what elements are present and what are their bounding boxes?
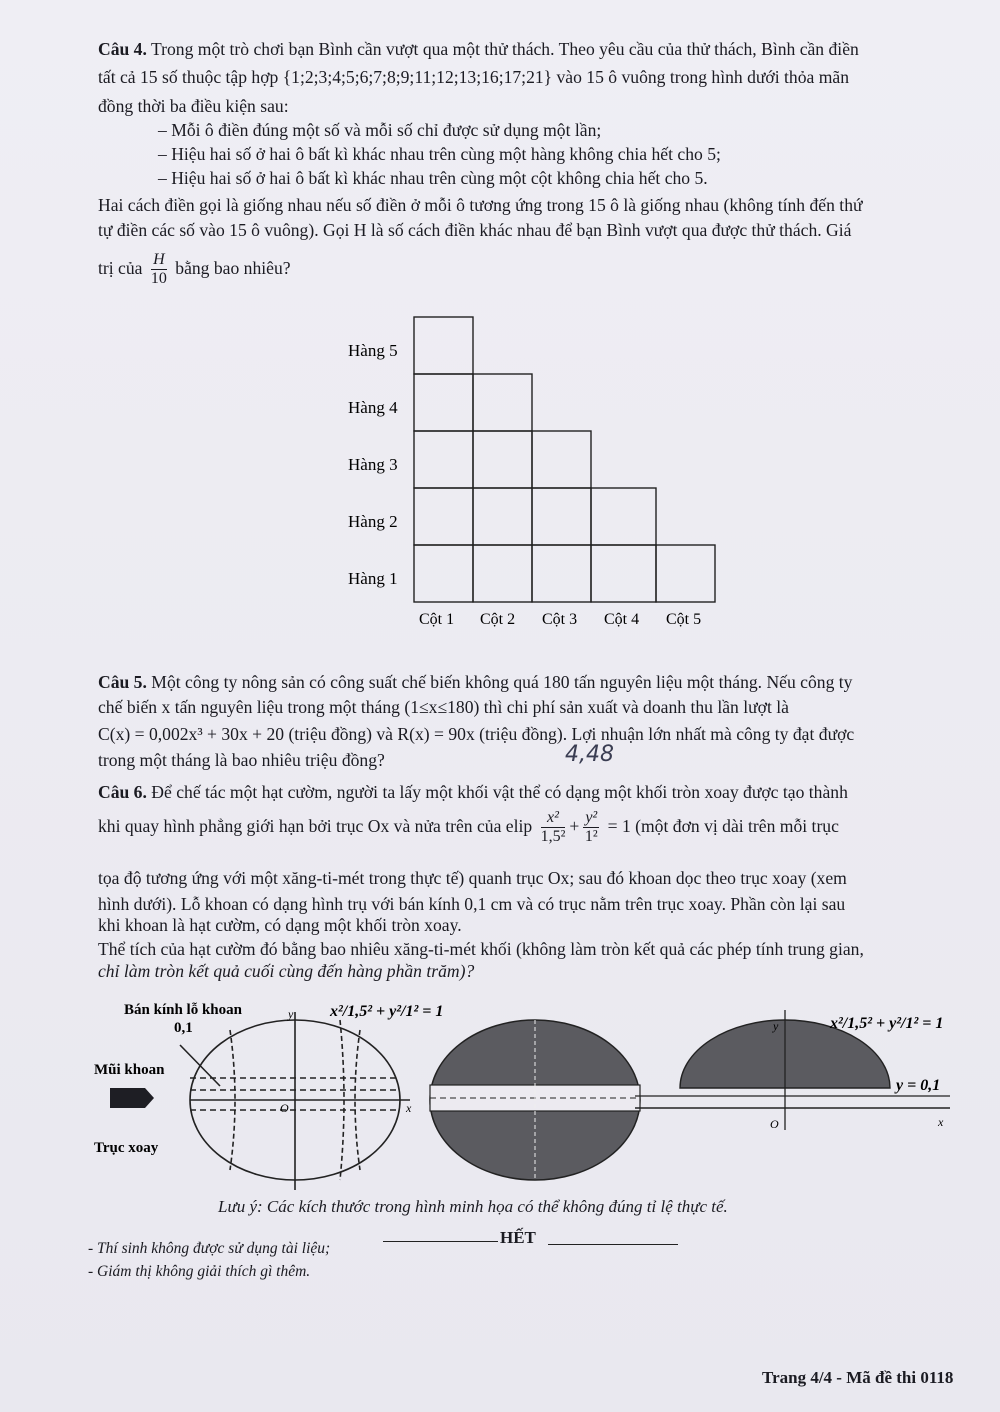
q5-line-2: chế biến x tấn nguyên liệu trong một tháng (1≤x≤180) thì chi phí sản xuất và doanh thu lần lượt là [98, 697, 789, 717]
q6-line-7: chỉ làm tròn kết quả cuối cùng đến hàng phần trăm)? [98, 961, 475, 981]
fraction-h-over-10: $\frac{H}{10}$ [150, 251, 167, 288]
handwritten-answer: 4,48 [565, 742, 614, 767]
line-equation: y = 0,1 [896, 1077, 941, 1094]
bead-figure [90, 990, 970, 1205]
q5-line-1: Câu 5. Một công ty nông sản có công suất chế biến không quá 180 tấn nguyên liệu một tháng. Nếu công ty [98, 672, 853, 692]
drill-bit-icon [110, 1088, 154, 1108]
page-footer: Trang 4/4 - Mã đề thi 0118 [762, 1368, 954, 1387]
row-label-4: Hàng 4 [348, 398, 398, 417]
q4-line-5: tự điền các số vào 15 ô vuông). Gọi H là số cách điền khác nhau để bạn Bình vượt qua được thử thách. Giá [98, 220, 852, 240]
row-label-5: Hàng 5 [348, 341, 398, 360]
q6-line-2: khi quay hình phẳng giới hạn bởi trục Ox và nửa trên của elip $\frac{\text{x²}}{\text{1,5²}}$ + $\frac{\text{y²}}{\text{1²}}$ = 1 (một đơn vị dài trên mỗi trục [98, 809, 839, 846]
end-rule-right [548, 1244, 678, 1245]
right-axis-x: x [938, 1115, 944, 1129]
label-drill-radius: Bán kính lỗ khoan [124, 1002, 242, 1018]
figure-note: Lưu ý: Các kích thước trong hình minh họa có thể không đúng tỉ lệ thực tế. [218, 1197, 728, 1216]
q4-line-2: tất cả 15 số thuộc tập hợp {1;2;3;4;5;6;7;8;9;11;12;13;16;17;21} vào 15 ô vuông trong hình dưới thỏa mãn [98, 67, 849, 87]
q4-line-3: đồng thời ba điều kiện sau: [98, 96, 289, 116]
q4-condition-1: – Mỗi ô điền đúng một số và mỗi số chỉ được sử dụng một lần; [158, 120, 602, 140]
q6-line-6: Thể tích của hạt cườm đó bằng bao nhiêu xăng-ti-mét khối (không làm tròn kết quả các phép tính trung gian, [98, 939, 864, 959]
ellipse-y-term: $\frac{\text{y²}}{\text{1²}}$ [584, 809, 598, 846]
q5-line-3: C(x) = 0,002x³ + 30x + 20 (triệu đồng) và R(x) = 90x (triệu đồng). Lợi nhuận lớn nhất mà công ty đạt được [98, 724, 855, 744]
label-drill-bit: Mũi khoan [94, 1062, 165, 1078]
q6-line-1: Câu 6. Để chế tác một hạt cườm, người ta lấy một khối vật thể có dạng một khối tròn xoay được tạo thành [98, 782, 848, 802]
label-rotation-axis: Trục xoay [94, 1140, 159, 1156]
left-axis-o: O [280, 1101, 289, 1115]
right-axis-y: y [773, 1019, 779, 1033]
left-axis-x: x [406, 1101, 412, 1115]
footnote-2: - Giám thị không giải thích gì thêm. [88, 1263, 311, 1280]
col-label-1: Cột 1 [419, 611, 455, 628]
end-rule-left [383, 1241, 498, 1242]
left-axis-y: y [288, 1007, 294, 1021]
row-label-1: Hàng 1 [348, 569, 398, 588]
q4-line-4: Hai cách điền gọi là giống nhau nếu số điền ở mỗi ô tương ứng trong 15 ô là giống nhau (không tính đến thứ [98, 195, 863, 215]
q6-line-5: khi khoan là hạt cườm, có dạng một khối tròn xoay. [98, 915, 462, 935]
left-ellipse-equation: x²/1,5² + y²/1² = 1 [330, 1003, 444, 1020]
row-label-3: Hàng 3 [348, 455, 398, 474]
col-label-2: Cột 2 [480, 611, 516, 628]
q5-line-4: trong một tháng là bao nhiêu triệu đồng? [98, 750, 385, 770]
q6-line-3: tọa độ tương ứng với một xăng-ti-mét trong thực tế) quanh trục Ox; sau đó khoan dọc theo trục xoay (xem [98, 868, 847, 888]
q4-line-6: trị của $\frac{H}{10}$ bằng bao nhiêu? [98, 251, 291, 288]
col-label-5: Cột 5 [666, 611, 702, 628]
col-label-3: Cột 3 [542, 611, 578, 628]
q4-condition-3: – Hiệu hai số ở hai ô bất kì khác nhau trên cùng một cột không chia hết cho 5. [158, 168, 708, 188]
footnote-1: - Thí sinh không được sử dụng tài liệu; [88, 1240, 331, 1257]
right-ellipse-equation: x²/1,5² + y²/1² = 1 [830, 1015, 944, 1032]
end-marker: HẾT [500, 1228, 536, 1247]
q4-line-1: Câu 4. Trong một trò chơi bạn Bình cần vượt qua một thử thách. Theo yêu cầu của thử thách, Bình cần điền [98, 39, 859, 59]
ellipse-x-term: $\frac{\text{x²}}{\text{1,5²}}$ [540, 809, 566, 846]
right-axis-o: O [770, 1117, 779, 1131]
col-label-4: Cột 4 [604, 611, 640, 628]
q4-condition-2: – Hiệu hai số ở hai ô bất kì khác nhau trên cùng một hàng không chia hết cho 5; [158, 144, 721, 164]
label-drill-radius-value: 0,1 [174, 1020, 193, 1036]
staircase-grid-figure [330, 310, 750, 630]
q6-line-4: hình dưới). Lỗ khoan có dạng hình trụ với bán kính 0,1 cm và có trục nằm trên trục xoay. Phần còn lại sau [98, 894, 846, 914]
row-label-2: Hàng 2 [348, 512, 398, 531]
